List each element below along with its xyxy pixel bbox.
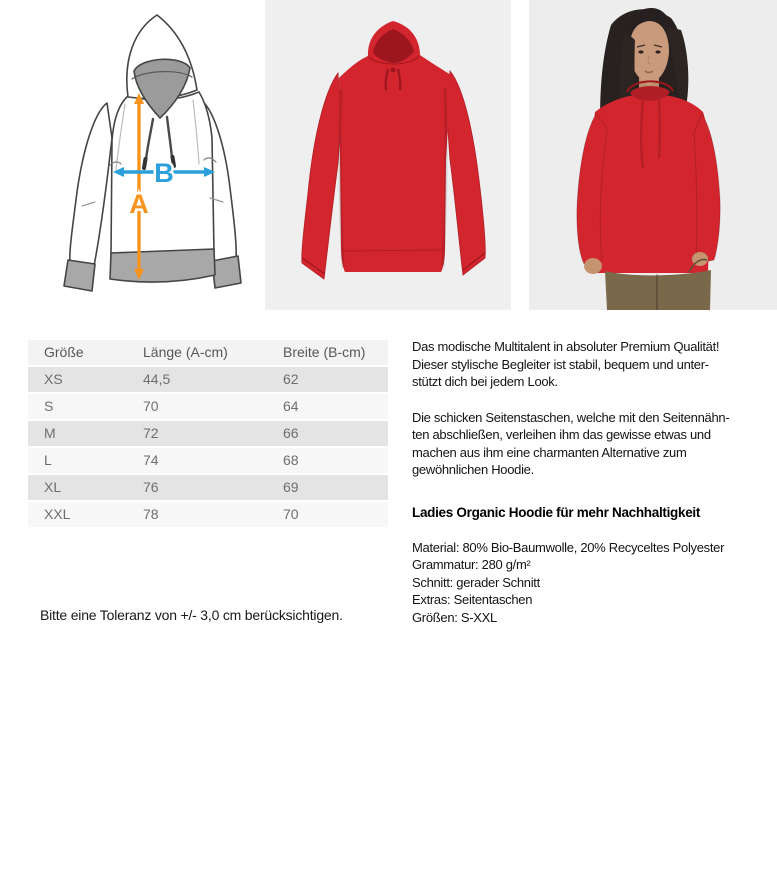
text-line: machen aus ihm eine charmanten Alternative zum: [412, 444, 687, 460]
table-row: [28, 421, 388, 446]
width-cell: 64: [283, 398, 299, 414]
text-line: gewöhnlichen Hoodie.: [412, 462, 534, 477]
size-cell: M: [44, 425, 56, 441]
size-table-header-row: [28, 340, 388, 365]
spec-schnitt: Schnitt: gerader Schnitt: [412, 574, 540, 590]
product-photo-model: [529, 0, 777, 310]
size-cell: XXL: [44, 506, 71, 522]
length-cell: 70: [143, 398, 159, 414]
product-photo-flat: [265, 0, 511, 310]
table-row: [28, 367, 388, 392]
column-header-groesse: Größe: [44, 344, 84, 360]
length-cell: 78: [143, 506, 159, 522]
text-line: Das modische Multitalent in absoluter Premium Qualität!: [412, 339, 720, 354]
length-cell: 72: [143, 425, 159, 441]
product-subheading: Ladies Organic Hoodie für mehr Nachhaltigkeit: [412, 504, 701, 520]
model-hoodie: [577, 81, 720, 273]
size-diagram-panel: [30, 0, 255, 310]
description-paragraph-2: [412, 409, 752, 479]
column-header-breite: Breite (B-cm): [283, 344, 366, 360]
description-paragraph-1: [412, 338, 752, 391]
width-cell: 69: [283, 479, 299, 495]
label-a: A: [129, 189, 149, 219]
model-wearing-hoodie-illustration: [529, 0, 777, 310]
width-cell: 62: [283, 371, 299, 387]
length-cell: 44,5: [143, 371, 171, 387]
spec-list: [412, 539, 752, 627]
hoodie-outline-drawing: [64, 15, 241, 291]
table-row: [28, 475, 388, 500]
table-row: [28, 502, 388, 527]
table-row: [28, 394, 388, 419]
size-cell: XL: [44, 479, 62, 495]
width-cell: 66: [283, 425, 299, 441]
spec-grammatur: Grammatur: 280 g/m²: [412, 557, 531, 572]
length-cell: 74: [143, 452, 159, 468]
text-line: Dieser stylische Begleiter ist stabil, bequem und unter-: [412, 356, 709, 372]
table-row: [28, 448, 388, 473]
width-cell: 70: [283, 506, 299, 522]
text-line: Die schicken Seitenstaschen, welche mit den Seitennähn-: [412, 409, 730, 425]
width-cell: 68: [283, 452, 299, 468]
column-header-laenge: Länge (A-cm): [143, 344, 228, 360]
text-line: ten abschließen, verleihen ihm das gewisse etwas und: [412, 427, 711, 442]
size-cell: S: [44, 398, 54, 414]
spec-extras: Extras: Seitentaschen: [412, 592, 533, 607]
size-table: [28, 340, 388, 529]
size-cell: XS: [44, 371, 63, 387]
spec-material: Material: 80% Bio-Baumwolle, 20% Recyceltes Polyester: [412, 539, 725, 555]
hoodie-measurement-diagram: [30, 0, 255, 310]
spec-groessen: Größen: S-XXL: [412, 609, 497, 625]
red-hoodie-flat-illustration: [265, 0, 511, 310]
length-cell: 76: [143, 479, 159, 495]
tolerance-note: Bitte eine Toleranz von +/- 3,0 cm berücksichtigen.: [40, 607, 343, 623]
text-line: stützt dich bei jedem Look.: [412, 374, 558, 389]
product-description: [412, 338, 752, 626]
size-cell: L: [44, 452, 52, 468]
model-hand: [584, 258, 602, 274]
label-b: B: [154, 158, 174, 188]
